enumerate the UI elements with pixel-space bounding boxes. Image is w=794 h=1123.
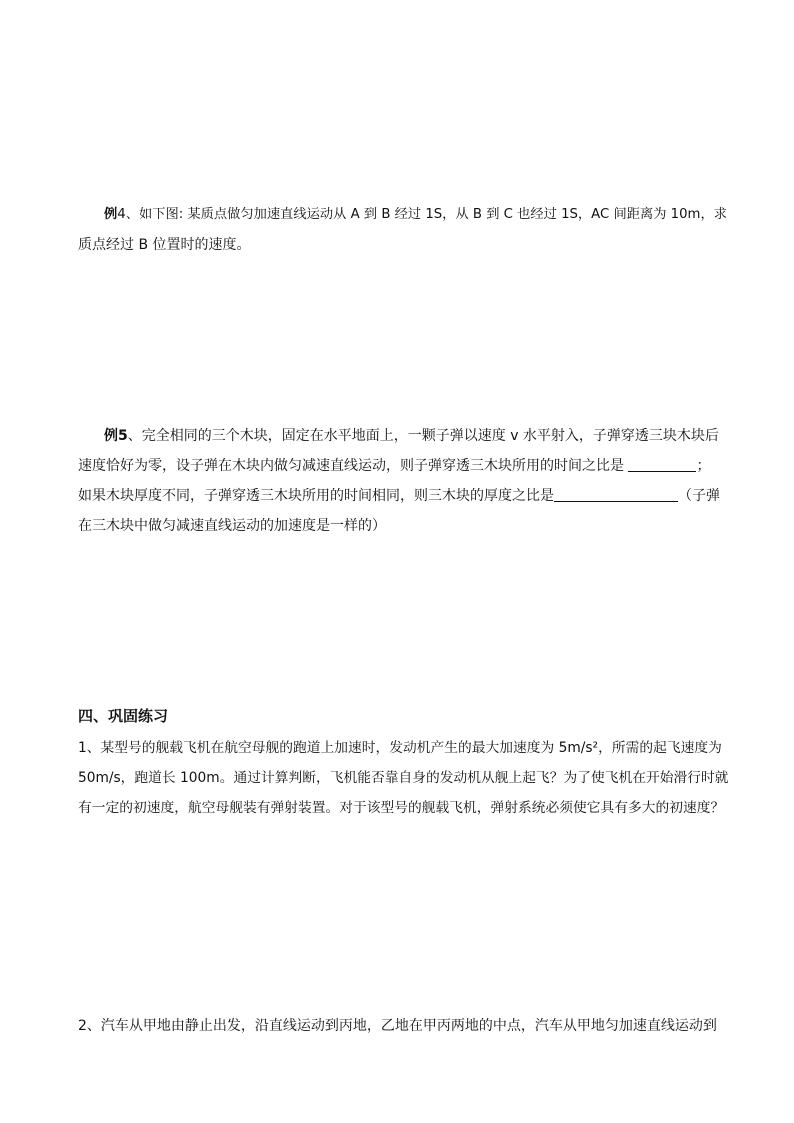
- exercise-1-line-1: [78, 733, 728, 763]
- example-5-semicolon: ；: [696, 458, 711, 474]
- example-4-number: 4: [117, 207, 126, 222]
- example-4-text-2: 质点经过 B 位置时的速度。: [78, 237, 251, 253]
- example-5-text-4: 在三木块中做匀减速直线运动的加速度是一样的）: [78, 518, 386, 534]
- exercise-1-line-2: [78, 763, 728, 793]
- example-5-line-4: [78, 511, 728, 541]
- example-4-label: 例: [104, 207, 118, 222]
- exercise-1-text-3: 有一定的初速度，航空母舰装有弹射装置。对于该型号的舰载飞机，弹射系统必须使它具有多大的初速度？: [78, 800, 725, 816]
- answer-blank-thickness-ratio[interactable]: [554, 485, 678, 502]
- example-5-text-2: 速度恰好为零，设子弹在木块内做匀减速直线运动，则子弹穿透三木块所用的时间之比是: [78, 458, 629, 474]
- example-5: [78, 421, 728, 541]
- example-5-label: 例: [104, 428, 118, 444]
- example-5-text-1: 、完全相同的三个木块，固定在水平地面上，一颗子弹以速度 v 水平射入，子弹穿透三块木块后: [127, 428, 719, 444]
- example-5-line-2: [78, 451, 728, 481]
- example-4-line-2: [78, 230, 728, 260]
- example-4-line-1: [78, 200, 728, 230]
- exercise-1-line-3: [78, 793, 728, 823]
- example-5-line-3: [78, 481, 728, 511]
- exercise-1-text-2: 50m/s，跑道长 100m。通过计算判断，飞机能否靠自身的发动机从舰上起飞？为了使飞机在开始滑行时就: [78, 770, 729, 786]
- exercise-2: [78, 1011, 728, 1041]
- answer-blank-time-ratio[interactable]: [628, 455, 696, 472]
- exercise-1: [78, 733, 728, 823]
- exercise-1-text-1: 1、某型号的舰载飞机在航空母舰的跑道上加速时，发动机产生的最大加速度为 5m/s²，所需的起飞速度为: [78, 740, 722, 756]
- example-5-line-1: [78, 421, 728, 451]
- example-5-text-3b: （子弹: [678, 488, 720, 504]
- exercise-2-text-1: 2、汽车从甲地由静止出发，沿直线运动到丙地，乙地在甲丙两地的中点，汽车从甲地匀加速直线运动到: [78, 1018, 717, 1034]
- exercise-2-line-1: [78, 1011, 728, 1041]
- example-5-text-3: 如果木块厚度不同，子弹穿透三木块所用的时间相同，则三木块的厚度之比是: [78, 488, 554, 504]
- section-4-heading: 四、巩固练习: [78, 707, 169, 725]
- example-5-number: 5: [118, 428, 128, 444]
- example-4: [78, 200, 728, 260]
- example-4-text-1: 、如下图: 某质点做匀加速直线运动从 A 到 B 经过 1S，从 B 到 C 也经过 1S，AC 间距离为 10m，求: [125, 207, 727, 222]
